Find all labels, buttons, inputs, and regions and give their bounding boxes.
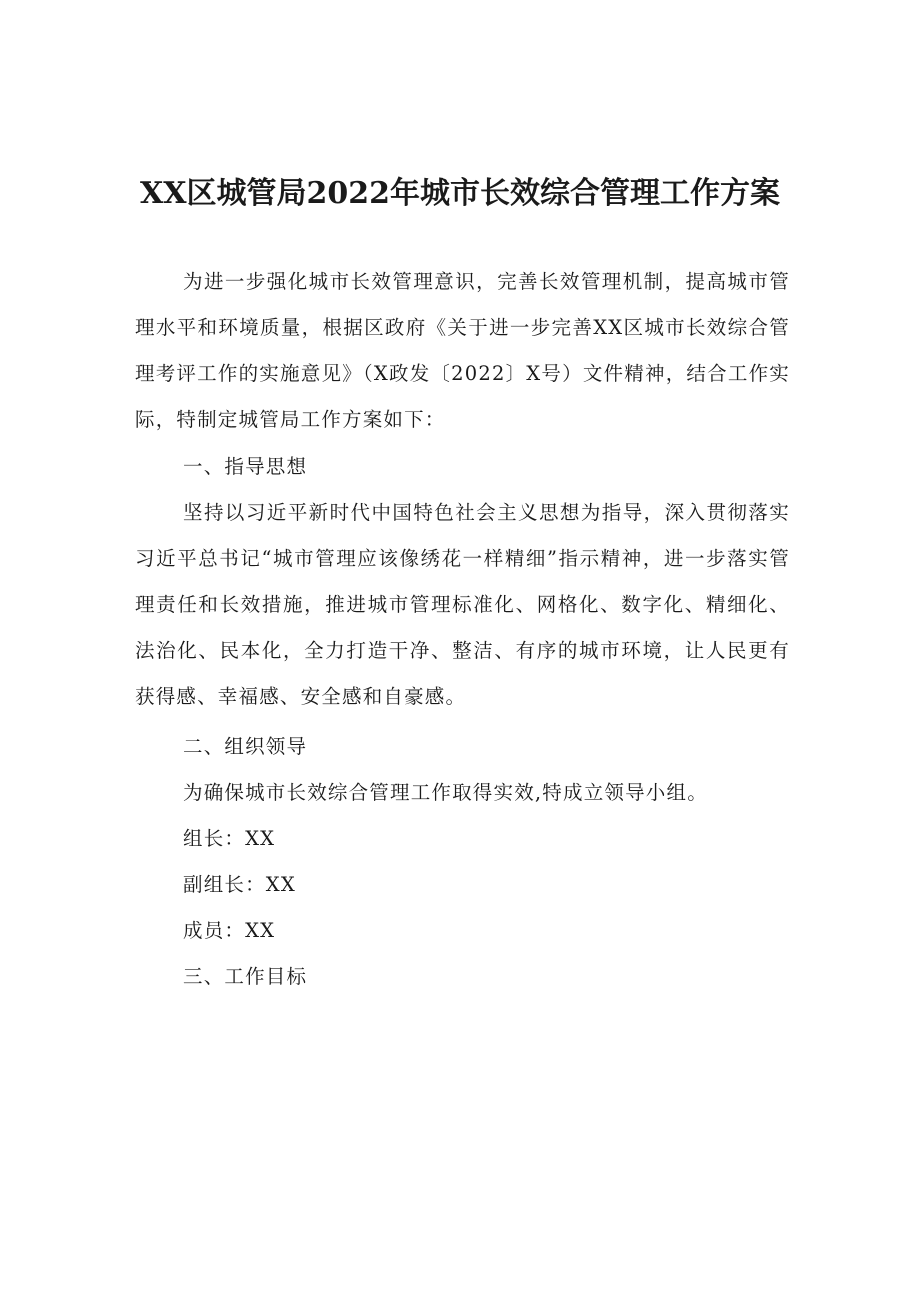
intro-paragraph: 为进一步强化城市长效管理意识，完善长效管理机制，提高城市管理水平和环境质量，根据区政府《关于进一步完善XX区城市长效综合管理考评工作的实施意见》（X政发〔2022〕X号）文件精神，结合工作实际，特制定城管局工作方案如下： (135, 270, 790, 431)
section-2-paragraph: 为确保城市长效综合管理工作取得实效,特成立领导小组。 (183, 781, 708, 804)
document-title: XX区城管局2022年城市长效综合管理工作方案 (139, 176, 781, 211)
deputy-leader-line: 副组长：XX (183, 873, 296, 896)
leader-line: 组长：XX (183, 827, 276, 850)
section-1-paragraph: 坚持以习近平新时代中国特色社会主义思想为指导，深入贯彻落实习近平总书记“城市管理应该像绣花一样精细”指示精神，进一步落实管理责任和长效措施，推进城市管理标准化、网格化、数字化、精细化、法治化、民本化，全力打造干净、整洁、有序的城市环境，让人民更有获得感、幸福感、安全感和自豪感。 (135, 501, 790, 708)
section-1-body-block (135, 490, 790, 720)
section-1-heading: 一、指导思想 (183, 455, 308, 478)
section-2-block (135, 724, 790, 1000)
section-2-heading: 二、组织领导 (183, 735, 308, 758)
intro-block (135, 259, 790, 443)
members-line: 成员：XX (183, 919, 276, 942)
section-1-heading-block (135, 444, 790, 490)
section-3-heading: 三、工作目标 (183, 965, 308, 988)
